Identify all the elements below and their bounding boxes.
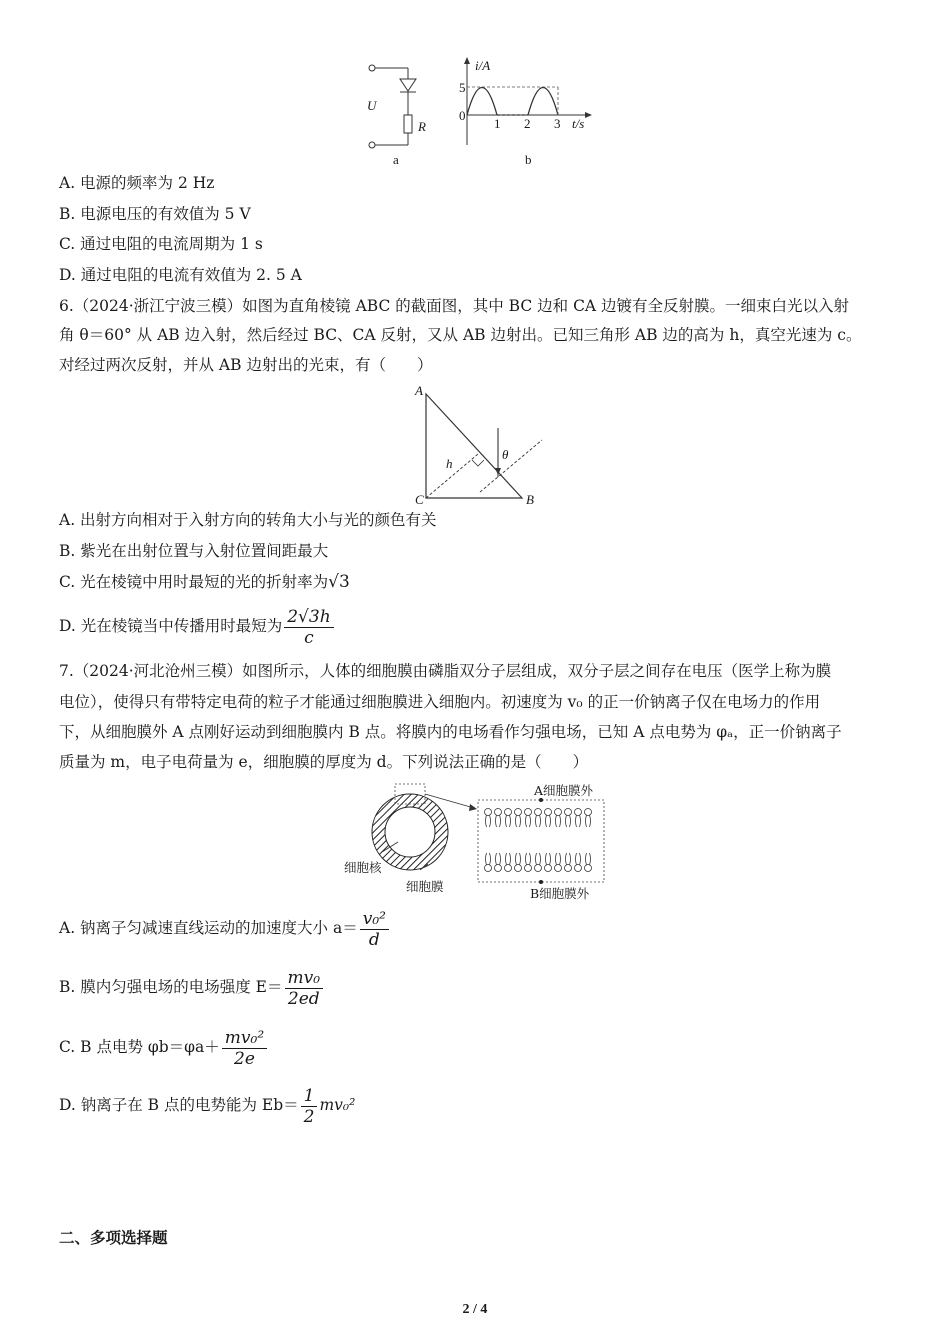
graph-tick-0: 0: [459, 108, 466, 123]
q7-option-c: [59, 1027, 269, 1069]
q6-stem-line-2: 角 θ＝60° 从 AB 边入射，然后经过 BC、CA 反射，又从 AB 边射出。已知三角形 AB 边的高为 h，真空光速为 c。: [59, 326, 862, 344]
q7-option-a-fraction: [360, 909, 389, 950]
q7-option-c-denominator: 2e: [234, 1048, 255, 1069]
q6-option-d-denominator: c: [304, 627, 314, 648]
prism-vertex-c: C: [415, 492, 424, 507]
graph-tick-3: 3: [554, 116, 561, 131]
q6-option-a: A. 出射方向相对于入射方向的转角大小与光的颜色有关: [59, 511, 437, 529]
q6-option-c-text: C. 光在棱镜中用时最短的光的折射率为: [59, 573, 329, 591]
q7-option-c-numerator: mv₀²: [222, 1028, 267, 1049]
q6-option-c-root: √3: [328, 572, 350, 592]
q6-stem-line-3: 对经过两次反射，并从 AB 边射出的光束，有（ ）: [59, 356, 433, 374]
q6-option-c: [59, 572, 350, 592]
q7-option-d-denominator: 2: [303, 1106, 315, 1127]
nucleus-label: 细胞核: [344, 860, 382, 875]
figure-label-a: a: [393, 152, 399, 167]
q7-option-b-numerator: mv₀: [285, 968, 324, 989]
q7-option-d: [59, 1085, 355, 1127]
q7-option-b-fraction: [285, 968, 324, 1009]
membrane-label-a-outside: A细胞膜外: [534, 783, 594, 798]
q7-stem-line-4: 质量为 m，电子电荷量为 e，细胞膜的厚度为 d。下列说法正确的是（ ）: [59, 753, 589, 771]
prism-angle-label: θ: [502, 447, 509, 462]
q7-option-b-denominator: 2ed: [287, 988, 320, 1009]
q7-option-c-fraction: [222, 1028, 267, 1069]
membrane-label-b-outside: B细胞膜外: [530, 886, 590, 901]
q6-option-b: B. 紫光在出射位置与入射位置间距最大: [59, 542, 329, 560]
graph-tick-2: 2: [524, 116, 531, 131]
q7-option-a-text: A. 钠离子匀减速直线运动的加速度大小 a＝: [59, 919, 358, 937]
graph-tick-1: 1: [494, 116, 501, 131]
page-indicator: 2 / 4: [462, 1302, 488, 1317]
q7-stem-line-3: 下，从细胞膜外 A 点刚好运动到细胞膜内 B 点。将膜内的电场看作匀强电场，已知 A 点电势为 φₐ，正一价钠离子: [59, 723, 842, 741]
q5-option-d: D. 通过电阻的电流有效值为 2. 5 A: [59, 266, 302, 284]
q6-stem-line-1: 6.（2024·浙江宁波三模）如图为直角棱镜 ABC 的截面图，其中 BC 边和 CA 边镀有全反射膜。一细束白光以入射: [59, 297, 850, 315]
prism-figure: [410, 380, 550, 510]
graph-tick-5: 5: [459, 80, 466, 95]
prism-vertex-b: B: [526, 492, 534, 507]
q7-option-d-text: D. 钠离子在 B 点的电势能为 Eb＝: [59, 1096, 299, 1114]
prism-height-label: h: [446, 456, 453, 471]
q7-option-a: [59, 908, 391, 950]
q7-stem-line-1: 7.（2024·河北沧州三模）如图所示，人体的细胞膜由磷脂双分子层组成，双分子层之间存在电压（医学上称为膜: [59, 662, 832, 680]
figure-label-b: b: [525, 152, 532, 167]
prism-vertex-a: A: [415, 383, 423, 398]
membrane-label: 细胞膜: [406, 879, 444, 894]
q7-option-b-text: B. 膜内匀强电场的电场强度 E＝: [59, 978, 283, 996]
q7-stem-line-2: 电位），使得只有带特定电荷的粒子才能通过细胞膜进入细胞内。初速度为 v₀ 的正一价钠离子仅在电场力的作用: [59, 693, 821, 711]
q7-option-b: [59, 967, 325, 1009]
q6-option-d-fraction: [284, 607, 333, 648]
q5-option-a: A. 电源的频率为 2 Hz: [59, 174, 215, 192]
circuit-label-r: R: [418, 119, 426, 134]
graph-x-axis-label: t/s: [572, 116, 585, 131]
circuit-label-u: U: [367, 98, 377, 113]
q6-option-d-numerator: 2√3h: [284, 607, 333, 628]
section-heading-multiple-choice: 二、多项选择题: [59, 1229, 168, 1247]
q6-option-d-text: D. 光在棱镜当中传播用时最短为: [59, 617, 283, 635]
q5-option-c: C. 通过电阻的电流周期为 1 s: [59, 235, 263, 253]
q6-option-d: [59, 606, 336, 648]
q7-option-a-numerator: v₀²: [360, 909, 389, 930]
q7-option-c-text: C. B 点电势 φb＝φa＋: [59, 1038, 220, 1056]
q7-option-a-denominator: d: [368, 929, 380, 950]
graph-y-axis-label: i/A: [475, 58, 491, 73]
q7-option-d-numerator: 1: [301, 1086, 318, 1107]
q5-option-b: B. 电源电压的有效值为 5 V: [59, 205, 251, 223]
q7-option-d-tail: mv₀²: [319, 1096, 356, 1114]
q7-option-d-fraction: [301, 1086, 318, 1127]
